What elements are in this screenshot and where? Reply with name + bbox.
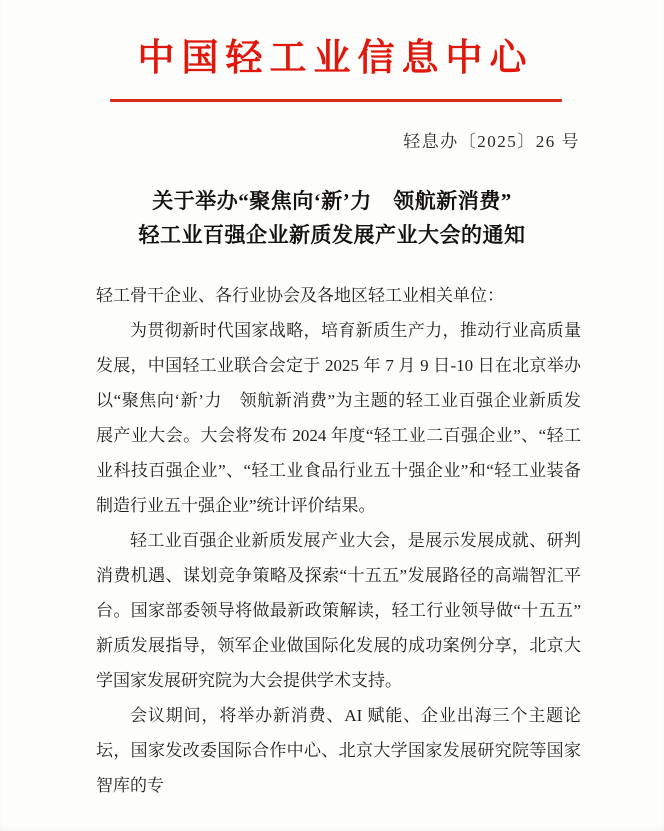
notice-title: [0, 184, 664, 252]
body-paragraph-2: 轻工业百强企业新质发展产业大会，是展示发展成就、研判消费机遇、谋划竞争策略及探索“十五五”发展路径的高端智汇平台。国家部委领导将做最新政策解读，轻工行业领导做“十五五”新质发展指导，领军企业做国际化发展的成功案例分享，北京大学国家发展研究院为大会提供学术支持。: [96, 531, 581, 690]
document-body: [0, 278, 664, 803]
salutation-line: 轻工骨干企业、各行业协会及各地区轻工业相关单位：: [96, 286, 504, 305]
notice-title-line-2: 轻工业百强企业新质发展产业大会的通知: [138, 223, 526, 247]
letterhead-title: 中国轻工业信息中心: [137, 38, 534, 79]
notice-title-line-1: 关于举办“聚焦向‘新’力 领航新消费”: [152, 189, 512, 213]
body-paragraph-1: 为贯彻新时代国家战略，培育新质生产力，推动行业高质量发展，中国轻工业联合会定于 2025 年 7 月 9 日-10 日在北京举办以“聚焦向‘新’力 领航新消费”为主题的轻工业百强企业新质发展产业大会。大会将发布 2024 年度“轻工业二百强企业”、“轻工业科技百强企业”、“轻工业食品行业五十强企业”和“轻工业装备制造行业五十强企业”统计评价结果。: [96, 321, 581, 515]
body-paragraph-3: 会议期间，将举办新消费、AI 赋能、企业出海三个主题论坛，国家发改委国际合作中心、北京大学国家发展研究院等国家智库的专: [96, 706, 581, 795]
red-separator-line: [110, 99, 562, 102]
document-number: 轻息办〔2025〕26 号: [403, 132, 580, 151]
